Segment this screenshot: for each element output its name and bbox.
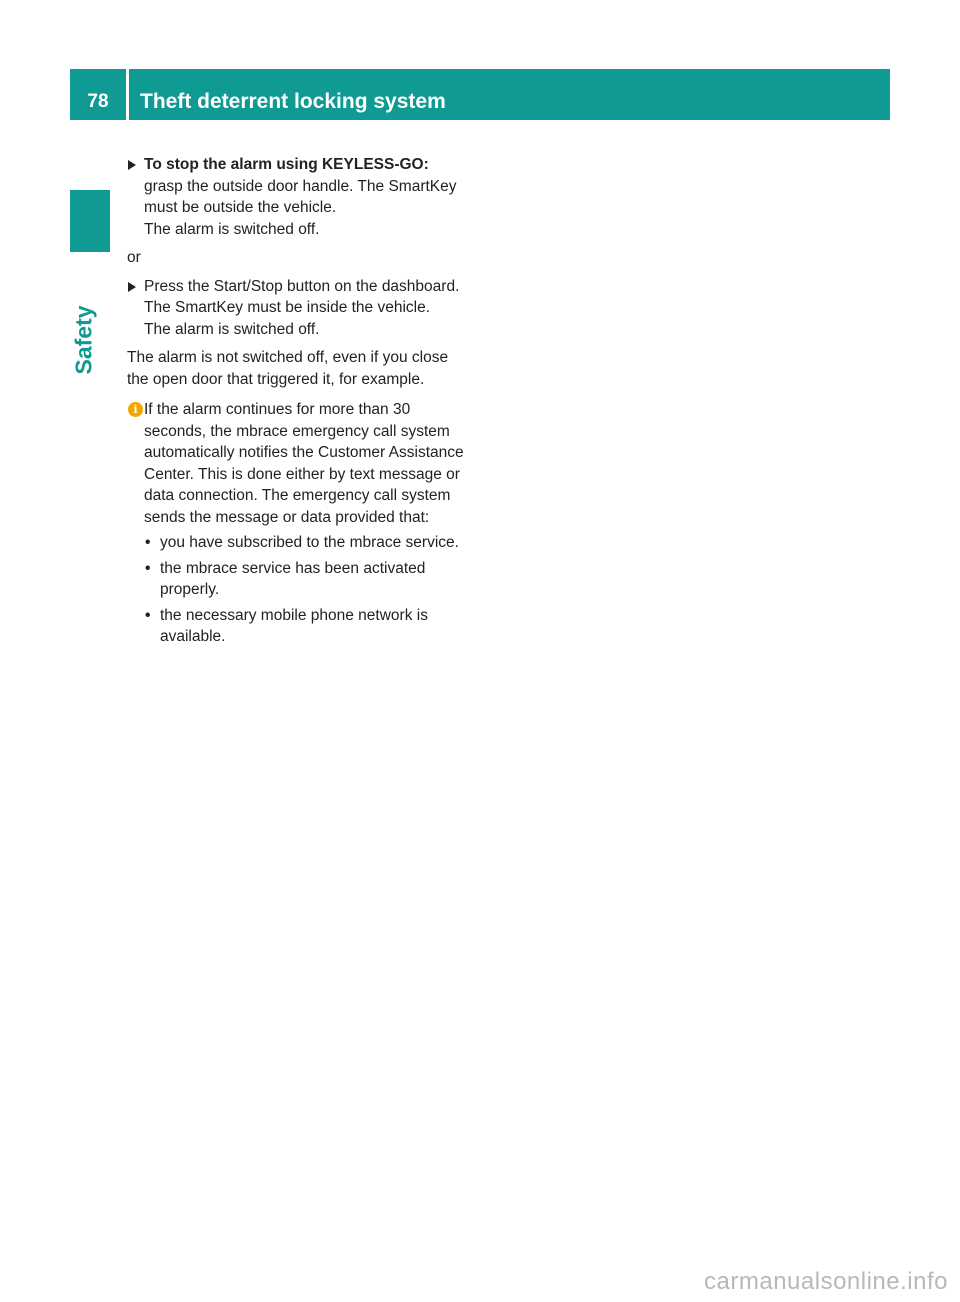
or-text: or xyxy=(127,249,141,266)
step-text: grasp the outside door handle. The SmartKey must be outside the vehicle. xyxy=(144,177,457,216)
list-item xyxy=(144,558,467,601)
arrow-icon xyxy=(128,160,136,170)
bullet-icon: • xyxy=(145,606,151,624)
list-item-text: the necessary mobile phone network is available. xyxy=(160,606,428,645)
bullet-icon: • xyxy=(145,534,151,551)
watermark: carmanualsonline.info xyxy=(704,1268,948,1295)
section-title: Theft deterrent locking system xyxy=(140,90,446,113)
list-item xyxy=(144,605,467,648)
step-keyless-go xyxy=(127,154,467,240)
step-result: The alarm is switched off. xyxy=(144,320,320,338)
list-item-text: the mbrace service has been activated properly. xyxy=(160,559,426,598)
list-item xyxy=(144,532,467,554)
sidebar-label: Safety xyxy=(70,305,97,375)
step-heading: To stop the alarm using KEYLESS-GO: xyxy=(144,156,429,173)
header-divider xyxy=(126,69,129,120)
page-number: 78 xyxy=(87,91,109,112)
list-item-text: you have subscribed to the mbrace service. xyxy=(160,534,459,551)
step-start-stop xyxy=(127,276,467,341)
info-text: If the alarm continues for more than 30 seconds, the mbrace emergency call system automatically notifies the Customer Assistance Center. This is done either by text message or data connection. The emergency call system sends the message or data provided that: xyxy=(144,401,464,526)
sidebar-marker xyxy=(70,190,110,252)
paragraph: The alarm is not switched off, even if you close the open door that triggered it, for example. xyxy=(127,349,449,388)
info-note xyxy=(127,399,467,648)
step-result: The alarm is switched off. xyxy=(144,220,320,238)
bullet-icon: • xyxy=(145,559,151,577)
main-content xyxy=(127,154,467,648)
step-text: Press the Start/Stop button on the dashboard. The SmartKey must be inside the vehicle. xyxy=(144,277,460,316)
arrow-icon xyxy=(128,282,136,292)
info-icon: i xyxy=(128,402,143,417)
